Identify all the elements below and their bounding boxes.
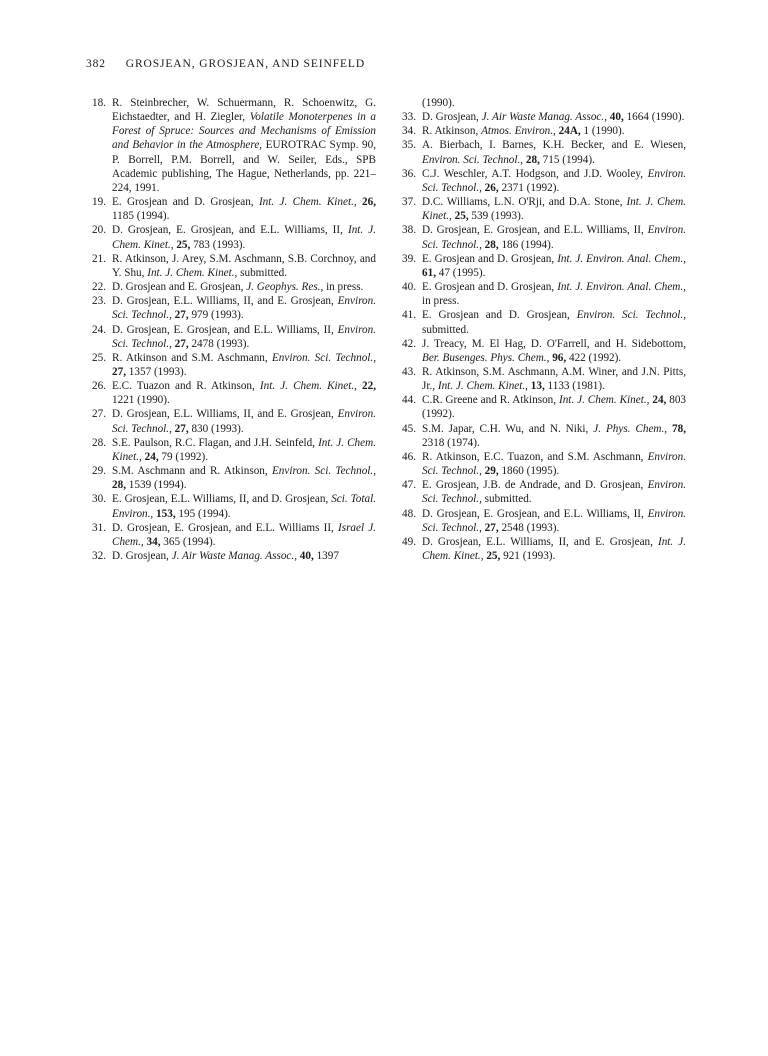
volume-number: 28, — [484, 238, 499, 251]
reference-item — [82, 252, 376, 280]
reference-item — [392, 195, 686, 223]
volume-number: 29, — [484, 465, 499, 478]
journal-title: J. Geophys. Res., — [246, 281, 324, 294]
journal-title: Environ. Sci. Technol., — [112, 295, 376, 322]
reference-number: 35. — [402, 139, 416, 152]
reference-number: 43. — [402, 365, 416, 378]
reference-text — [112, 96, 376, 195]
volume-number: 13, — [530, 380, 545, 393]
journal-title: Israel J. Chem., — [112, 521, 376, 548]
journal-title: Environ. Sci. Technol., — [422, 224, 686, 251]
volume-number: 25, — [454, 210, 469, 223]
reference-segment: R. Atkinson, E.C. Tuazon, and S.M. Aschmann, — [422, 450, 648, 463]
reference-text — [112, 252, 376, 280]
reference-item — [82, 280, 376, 294]
reference-segment: D. Grosjean, E. Grosjean, and E.L. Williams, II, — [422, 507, 648, 520]
reference-segment: 422 (1992). — [566, 351, 622, 364]
reference-segment: 803 (1992). — [422, 394, 687, 421]
reference-number: 34. — [402, 125, 416, 138]
reference-segment: D. Grosjean, E.L. Williams, II, and E. Grosjean, — [112, 295, 338, 308]
reference-text — [422, 223, 686, 251]
reference-text — [422, 393, 686, 421]
reference-text — [422, 535, 686, 563]
reference-text — [422, 124, 686, 138]
reference-text — [112, 351, 376, 379]
reference-segment: 79 (1992). — [158, 450, 209, 463]
reference-segment: D.C. Williams, L.N. O'Rji, and D.A. Stone, — [422, 196, 627, 209]
reference-segment: D. Grosjean, E. Grosjean, and E.L. Williams, II, — [112, 323, 338, 336]
reference-segment: R. Atkinson, J. Arey, S.M. Aschmann, S.B. Corchnoy, and Y. Shu, — [112, 252, 376, 279]
reference-text — [422, 337, 686, 365]
reference-number: 36. — [402, 167, 416, 180]
reference-item — [82, 407, 376, 435]
reference-segment: 783 (1993). — [190, 238, 246, 251]
reference-segment: 1539 (1994). — [125, 479, 187, 492]
reference-item — [392, 252, 686, 280]
reference-item — [82, 379, 376, 407]
reference-text — [112, 492, 376, 520]
journal-title: Int. J. Environ. Anal. Chem., — [557, 252, 686, 265]
reference-number: 39. — [402, 252, 416, 265]
reference-item — [392, 507, 686, 535]
reference-item — [82, 195, 376, 223]
reference-item — [82, 492, 376, 520]
journal-title: Environ. Sci. Technol., — [422, 479, 686, 506]
reference-number: 46. — [402, 450, 416, 463]
journal-title: Sci. Total. Environ., — [112, 493, 376, 520]
reference-item — [392, 478, 686, 506]
reference-item — [392, 110, 686, 124]
reference-number: 20. — [92, 224, 106, 237]
journal-title: Atmos. Environ., — [481, 125, 556, 138]
journal-title: Environ. Sci. Technol., — [576, 309, 686, 322]
journal-title: Int. J. Chem. Kinet., — [422, 196, 686, 223]
reference-number: 25. — [92, 351, 106, 364]
reference-number: 41. — [402, 309, 416, 322]
journal-title: Int. J. Chem. Kinet., — [558, 394, 650, 407]
reference-segment: E. Grosjean and D. Grosjean, — [422, 309, 577, 322]
reference-text — [112, 294, 376, 322]
reference-item — [82, 521, 376, 549]
references-left-column — [82, 96, 376, 563]
reference-segment: 2318 (1974). — [422, 436, 480, 449]
journal-title: Int. J. Chem. Kinet., — [258, 196, 357, 209]
reference-segment: 1221 (1990). — [112, 394, 170, 407]
reference-segment: 979 (1993). — [188, 309, 244, 322]
reference-text — [422, 422, 686, 450]
reference-number: 48. — [402, 507, 416, 520]
reference-segment: J. Treacy, M. El Hag, D. O'Farrell, and H. Sidebottom, — [422, 337, 686, 350]
reference-number: 38. — [402, 224, 416, 237]
running-header — [86, 58, 365, 70]
journal-title: Int. J. Chem. Kinet., — [422, 535, 686, 562]
reference-item — [392, 124, 686, 138]
reference-segment: 1133 (1981). — [544, 380, 605, 393]
journal-title: Environ. Sci. Technol., — [271, 351, 377, 364]
reference-text — [422, 110, 686, 124]
reference-text — [112, 379, 376, 407]
reference-segment: in press. — [422, 295, 460, 308]
journal-title: J. Air Waste Manag. Assoc., — [171, 550, 297, 562]
reference-text — [422, 507, 686, 535]
reference-item — [392, 393, 686, 421]
volume-number: 34, — [146, 535, 161, 548]
volume-number: 61, — [422, 266, 436, 279]
reference-text — [112, 436, 376, 464]
reference-item — [82, 96, 376, 195]
volume-number: 25, — [486, 550, 501, 562]
volume-number: 28, — [112, 479, 126, 492]
reference-segment: submitted. — [422, 323, 469, 336]
reference-number: 44. — [402, 394, 416, 407]
reference-number: 19. — [92, 196, 106, 209]
volume-number: 78, — [672, 422, 686, 435]
reference-item — [82, 436, 376, 464]
reference-segment: 1357 (1993). — [125, 365, 187, 378]
reference-segment: D. Grosjean, E. Grosjean, and E.L. Williams II, — [112, 521, 338, 534]
reference-text — [112, 323, 376, 351]
reference-segment: E. Grosjean, E.L. Williams, II, and D. Grosjean, — [112, 493, 332, 506]
reference-item — [392, 167, 686, 195]
references-right-column — [392, 96, 686, 563]
volume-number: 153, — [156, 507, 176, 520]
reference-segment: 2478 (1993). — [188, 337, 250, 350]
reference-segment: 47 (1995). — [435, 266, 486, 279]
volume-number: 40, — [299, 550, 314, 562]
reference-number: 37. — [402, 196, 416, 209]
reference-segment: 1185 (1994). — [112, 210, 170, 223]
reference-segment: 1397 — [313, 550, 339, 562]
reference-item — [392, 223, 686, 251]
reference-segment: R. Atkinson, — [422, 125, 482, 138]
volume-number: 27, — [174, 309, 189, 322]
reference-segment: D. Grosjean, — [112, 550, 172, 562]
reference-segment: E.C. Tuazon and R. Atkinson, — [112, 380, 260, 393]
reference-text — [422, 195, 686, 223]
reference-item — [82, 464, 376, 492]
journal-title: Environ. Sci. Technol., — [112, 408, 376, 435]
reference-segment: D. Grosjean and E. Grosjean, — [112, 281, 247, 294]
reference-text — [112, 549, 376, 563]
running-title: GROSJEAN, GROSJEAN, AND SEINFELD — [125, 58, 366, 70]
reference-segment: 715 (1994). — [539, 153, 595, 166]
reference-text — [112, 223, 376, 251]
reference-segment: 1664 (1990). — [623, 111, 685, 124]
journal-title: Environ. Sci. Technol., — [422, 507, 686, 534]
volume-number: 27, — [112, 365, 126, 378]
reference-segment: D. Grosjean, — [422, 111, 482, 124]
page-number: 382 — [86, 58, 106, 70]
reference-item — [392, 422, 686, 450]
volume-number: 24, — [652, 394, 667, 407]
reference-number: 29. — [92, 465, 106, 478]
journal-title: Environ. Sci. Technol., — [422, 450, 686, 478]
volume-number: 96, — [552, 351, 567, 364]
reference-number: 31. — [92, 521, 106, 534]
reference-segment: 830 (1993). — [188, 422, 244, 435]
reference-segment: 2371 (1992). — [498, 181, 560, 194]
reference-number: 30. — [92, 493, 106, 506]
reference-number: 32. — [92, 550, 106, 562]
reference-segment: E. Grosjean, J.B. de Andrade, and D. Grosjean, — [422, 479, 648, 492]
volume-number: 27, — [174, 337, 189, 350]
reference-number: 22. — [92, 281, 106, 294]
reference-number: 45. — [402, 422, 416, 435]
reference-text — [112, 521, 376, 549]
reference-text — [422, 308, 686, 336]
volume-number: 27, — [484, 521, 499, 534]
reference-continuation: (1990). — [422, 97, 455, 109]
journal-title: Int. J. Chem. Kinet., — [259, 380, 357, 393]
volume-number: 40, — [609, 111, 624, 124]
reference-segment: R. Steinbrecher, W. Schuermann, R. Schoenwitz, G. Eichstaedter, and H. Ziegler, — [112, 97, 376, 124]
reference-number: 18. — [92, 97, 106, 109]
reference-number: 21. — [92, 252, 106, 265]
reference-segment: A. Bierbach, I. Barnes, K.H. Becker, and E. Wiesen, — [422, 139, 686, 152]
journal-title: Ber. Busenges. Phys. Chem., — [422, 351, 550, 364]
reference-segment: 186 (1994). — [498, 238, 554, 251]
volume-number: 27, — [174, 422, 189, 435]
journal-title: Int. J. Chem. Kinet., — [112, 224, 376, 251]
reference-segment: 921 (1993). — [500, 550, 556, 562]
reference-segment: S.E. Paulson, R.C. Flagan, and J.H. Seinfeld, — [112, 436, 319, 449]
reference-item — [82, 351, 376, 379]
reference-segment: E. Grosjean and D. Grosjean, — [422, 281, 558, 294]
reference-text — [112, 407, 376, 435]
journal-title: Volatile Monoterpenes in a Forest of Spruce: Sources and Mechanisms of Emission and Behavior in the Atmosphere, — [112, 111, 376, 152]
journal-title: J. Air Waste Manag. Assoc., — [481, 111, 607, 124]
journal-title: Environ. Sci. Technol., — [112, 323, 376, 350]
reference-item — [392, 365, 686, 393]
reference-item — [82, 223, 376, 251]
reference-text — [422, 450, 686, 478]
reference-segment: 1 (1990). — [580, 125, 625, 138]
reference-text — [112, 195, 376, 223]
volume-number: 25, — [176, 238, 191, 251]
reference-text — [422, 252, 686, 280]
reference-segment: 539 (1993). — [468, 210, 524, 223]
reference-item — [392, 450, 686, 478]
reference-item — [392, 138, 686, 166]
journal-title: Int. J. Chem. Kinet., — [147, 266, 238, 279]
reference-text — [112, 280, 376, 294]
reference-segment: 365 (1994). — [160, 535, 216, 548]
reference-number: 49. — [402, 535, 416, 548]
reference-segment: E. Grosjean and D. Grosjean, — [112, 196, 259, 209]
journal-title: Int. J. Environ. Anal. Chem., — [557, 281, 686, 294]
reference-segment: 1860 (1995). — [498, 465, 560, 478]
journal-title: Environ. Sci. Technol., — [422, 167, 686, 194]
reference-text — [422, 167, 686, 195]
reference-segment: S.M. Japar, C.H. Wu, and N. Niki, — [422, 422, 594, 435]
volume-number: 22, — [362, 380, 376, 393]
reference-number: 47. — [402, 479, 416, 492]
reference-text — [422, 365, 686, 393]
reference-number: 40. — [402, 281, 416, 294]
journal-title: Environ. Sci. Technol., — [422, 153, 524, 166]
reference-segment: in press. — [323, 281, 364, 294]
reference-segment: 195 (1994). — [175, 507, 231, 520]
reference-number: 24. — [92, 323, 106, 336]
reference-number: 23. — [92, 295, 106, 308]
journal-title: Int. J. Chem. Kinet., — [437, 380, 528, 393]
reference-segment: S.M. Aschmann and R. Atkinson, — [112, 465, 272, 478]
reference-number: 42. — [402, 337, 416, 350]
reference-segment: E. Grosjean and D. Grosjean, — [422, 252, 558, 265]
journal-title: J. Phys. Chem., — [593, 422, 668, 435]
reference-segment: R. Atkinson and S.M. Aschmann, — [112, 351, 272, 364]
reference-text — [112, 464, 376, 492]
reference-segment: D. Grosjean, E.L. Williams, II, and E. Grosjean, — [422, 535, 658, 548]
reference-item — [392, 308, 686, 336]
reference-segment: C.J. Weschler, A.T. Hodgson, and J.D. Wooley, — [422, 167, 648, 180]
volume-number: 24, — [144, 450, 159, 463]
reference-segment: D. Grosjean, E.L. Williams, II, and E. Grosjean, — [112, 408, 338, 421]
reference-item — [392, 535, 686, 563]
volume-number: 28, — [525, 153, 540, 166]
reference-item — [82, 294, 376, 322]
reference-number: 26. — [92, 380, 106, 393]
volume-number: 26, — [484, 181, 499, 194]
reference-text — [422, 280, 686, 308]
reference-text — [422, 478, 686, 506]
reference-number: 33. — [402, 111, 416, 124]
volume-number: 26, — [362, 196, 377, 209]
reference-item — [82, 549, 376, 563]
reference-segment: C.R. Greene and R. Atkinson, — [422, 394, 559, 407]
reference-item — [82, 323, 376, 351]
volume-number: 24A, — [558, 125, 581, 138]
reference-segment: submitted. — [237, 266, 288, 279]
reference-item — [392, 280, 686, 308]
reference-segment: submitted. — [481, 493, 532, 506]
reference-segment: D. Grosjean, E. Grosjean, and E.L. Williams, II, — [422, 224, 648, 237]
reference-number: 28. — [92, 436, 106, 449]
reference-segment: D. Grosjean, E. Grosjean, and E.L. Williams, II, — [112, 224, 348, 237]
journal-title: Environ. Sci. Technol., — [271, 465, 377, 478]
journal-title: Int. J. Chem. Kinet., — [112, 436, 376, 463]
reference-segment: 2548 (1993). — [498, 521, 560, 534]
reference-segment: EUROTRAC Symp. 90, P. Borrell, P.M. Borrell, and W. Seiler, Eds., SPB Academic publishing, The Hague, Netherlands, pp. 221–224, 1991. — [112, 139, 377, 194]
reference-text — [422, 138, 686, 166]
reference-number: 27. — [92, 408, 106, 421]
reference-item — [392, 337, 686, 365]
reference-segment: R. Atkinson, S.M. Aschmann, A.M. Winer, and J.N. Pitts, Jr., — [422, 365, 686, 393]
